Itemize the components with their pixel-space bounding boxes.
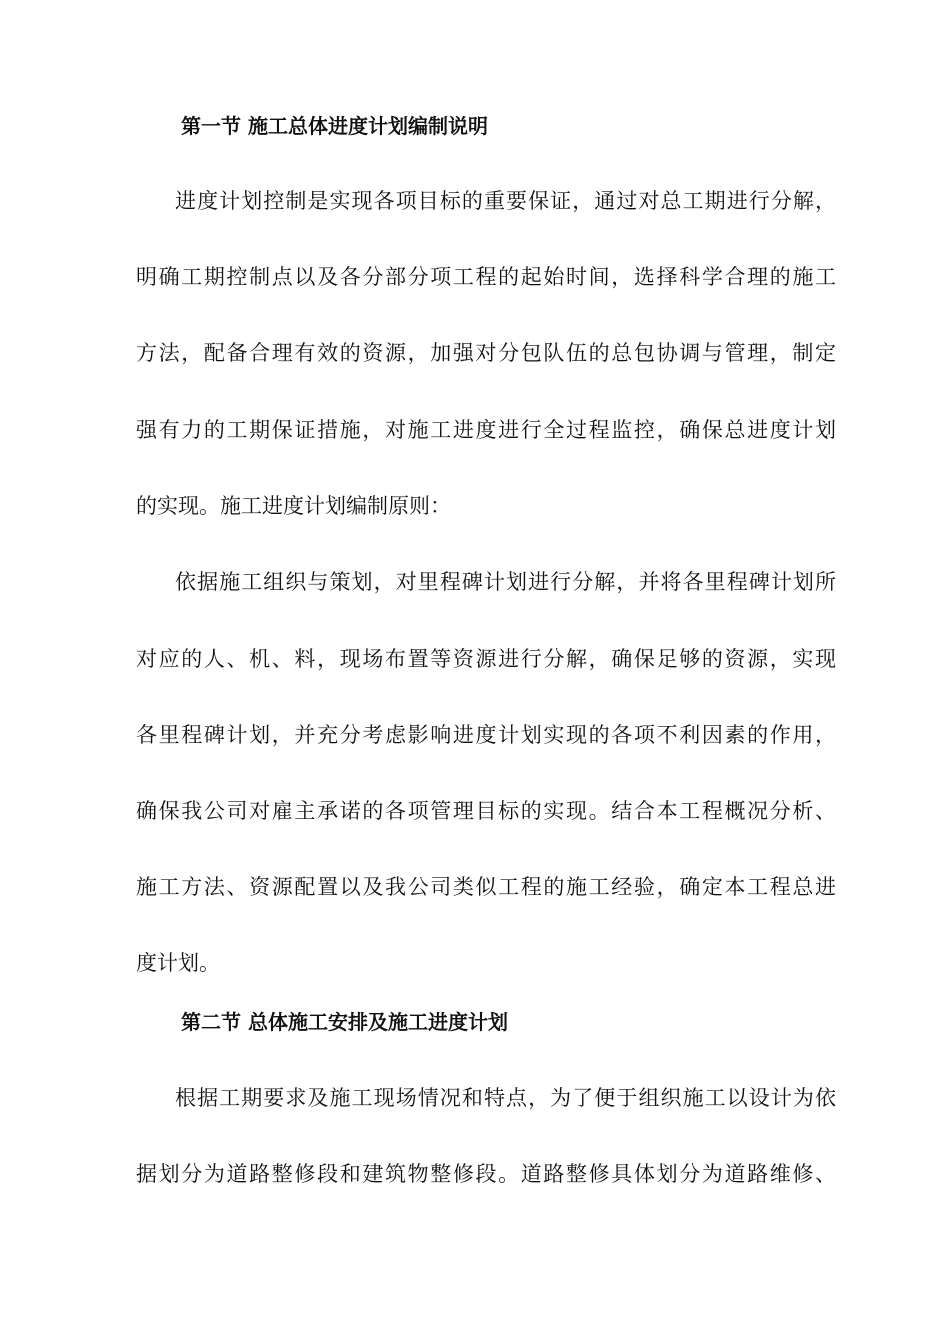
section-2-heading: 第二节 总体施工安排及施工进度计划 [181, 1010, 508, 1034]
paragraph-line: 根据工期要求及施工现场情况和特点，为了便于组织施工以设计为依 [175, 1086, 836, 1110]
paragraph-line: 强有力的工期保证措施，对施工进度进行全过程监控，确保总进度计划 [136, 418, 836, 442]
paragraph-line: 对应的人、机、料，现场布置等资源进行分解，确保足够的资源，实现 [136, 647, 836, 671]
paragraph-line: 的实现。施工进度计划编制原则： [136, 494, 451, 518]
paragraph-line: 施工方法、资源配置以及我公司类似工程的施工经验，确定本工程总进 [136, 875, 836, 899]
paragraph-line: 依据施工组织与策划，对里程碑计划进行分解，并将各里程碑计划所 [175, 570, 836, 594]
paragraph-line: 明确工期控制点以及各分部分项工程的起始时间，选择科学合理的施工 [136, 265, 836, 289]
paragraph-line: 据划分为道路整修段和建筑物整修段。道路整修具体划分为道路维修、 [136, 1162, 836, 1186]
paragraph-line: 度计划。 [136, 951, 220, 975]
paragraph-line: 方法，配备合理有效的资源，加强对分包队伍的总包协调与管理，制定 [136, 341, 836, 365]
paragraph-line: 确保我公司对雇主承诺的各项管理目标的实现。结合本工程概况分析、 [136, 799, 836, 823]
section-1-heading: 第一节 施工总体进度计划编制说明 [181, 114, 488, 138]
paragraph-line: 各里程碑计划，并充分考虑影响进度计划实现的各项不利因素的作用， [136, 723, 836, 747]
paragraph-line: 进度计划控制是实现各项目标的重要保证，通过对总工期进行分解， [175, 189, 836, 213]
